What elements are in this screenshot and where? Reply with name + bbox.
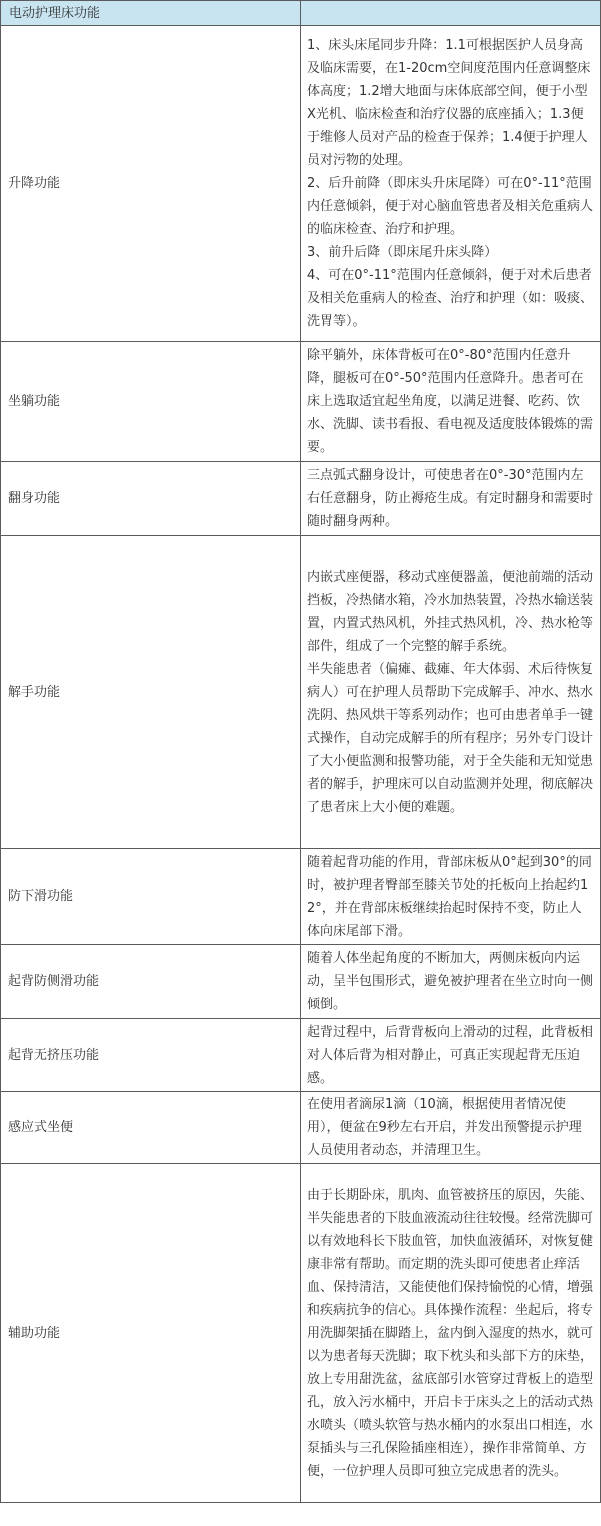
description-paragraph: 4、可在0°-11°范围内任意倾斜，便于对术后患者及相关危重病人的检查、治疗和护理（如：吸痰、洗胃等）。 [307,268,594,329]
feature-description [301,26,601,342]
table-row [1,462,601,536]
feature-name: 防下滑功能 [1,849,301,945]
table-row [1,536,601,849]
description-paragraph: 半失能患者（偏瘫、截瘫、年大体弱、术后待恢复病人）可在护理人员帮助下完成解手、冲水、热水洗阴、热风烘干等系列动作；也可由患者单手一键式操作，自动完成解手的所有程序；另外专门设计了大小便监测和报警功能，对于全失能和无知觉患者的解手，护理床可以自动监测并处理，彻底解决了患者床上大小便的难题。 [307,661,594,815]
table-row [1,849,601,945]
feature-description [301,1164,601,1503]
header-cell-feature: 电动护理床功能 [1,1,301,26]
description-paragraph: 随着人体坐起角度的不断加大，两侧床板向内运动，呈半包围形式，避免被护理者在坐立时向一侧倾倒。 [307,951,594,1012]
table-header-row [1,1,601,26]
feature-name: 解手功能 [1,536,301,849]
table-row [1,1092,601,1164]
feature-description [301,462,601,536]
feature-description [301,945,601,1019]
description-paragraph: 除平躺外，床体背板可在0°-80°范围内任意升降，腿板可在0°-50°范围内任意降升。患者可在床上选取适宜起坐角度，以满足进餐、吃药、饮水、洗脚、读书看报、看电视及适度肢体锻炼的需要。 [307,348,594,455]
description-paragraph: 内嵌式座便器，移动式座便器盖，便池前端的活动挡板，冷热储水箱，冷水加热装置，冷热水输送装置，内置式热风机，外挂式热风机，冷、热水枪等部件，组成了一个完整的解手系统。 [307,569,594,654]
description-paragraph: 三点弧式翻身设计，可使患者在0°-30°范围内左右任意翻身，防止褥疮生成。有定时翻身和需要时随时翻身两种。 [307,468,594,529]
feature-name: 起背防侧滑功能 [1,945,301,1019]
table-row [1,26,601,342]
table-row [1,1164,601,1503]
table-row [1,342,601,462]
feature-name: 辅助功能 [1,1164,301,1503]
description-paragraph: 1、床头床尾同步升降：1.1可根据医护人员身高及临床需要，在1-20cm空间度范围内任意调整床体高度；1.2增大地面与床体底部空间，便于小型X光机、临床检查和治疗仪器的底座插入；1.3便于维修人员对产品的检查于保养；1.4便于护理人员对污物的处理。 [307,38,591,168]
feature-description [301,342,601,462]
feature-description [301,1092,601,1164]
description-paragraph: 起背过程中，后背背板向上滑动的过程，此背板相对人体后背为相对静止，可真正实现起背无压迫感。 [307,1024,594,1086]
description-paragraph: 在使用者滴尿1滴（10滴，根据使用者情况使用），便盆在9秒左右开启，并发出预警提示护理人员使用者动态，并清理卫生。 [307,1097,582,1158]
feature-name: 翻身功能 [1,462,301,536]
feature-description [301,1019,601,1092]
table-row [1,1019,601,1092]
description-paragraph: 随着起背功能的作用，背部床板从0°起到30°的同时，被护理者臀部至膝关节处的托板向上抬起约12°，并在背部床板继续抬起时保持不变，防止人体向床尾部下滑。 [307,854,592,939]
feature-name: 坐躺功能 [1,342,301,462]
feature-description [301,536,601,849]
feature-description [301,849,601,945]
description-paragraph: 3、前升后降（即床尾升床头降） [307,245,498,260]
description-paragraph: 由于长期卧床，肌肉、血管被挤压的原因，失能、半失能患者的下肢血液流动往往较慢。经常洗脚可以有效地科长下肢血管，加快血液循环，对恢复健康非常有帮助。而定期的洗头即可使患者止痒活血、保持清洁，又能使他们保持愉悦的心情，增强和疾病抗争的信心。具体操作流程：坐起后，将专用洗脚架插在脚踏上，盆内倒入湿度的热水，就可以为患者每天洗脚；取下枕头和头部下方的床垫，放上专用甜洗盆，盆底部引水管穿过背板上的造型孔，放入污水桶中，开启卡于床头之上的活动式热水喷头（喷头软管与热水桶内的水泵出口相连，水泵插头与三孔保险插座相连），操作非常简单、方便，一位护理人员即可独立完成患者的洗头。 [307,1187,594,1479]
feature-name: 升降功能 [1,26,301,342]
feature-name: 起背无挤压功能 [1,1019,301,1092]
feature-name: 感应式坐便 [1,1092,301,1164]
description-paragraph: 2、后升前降（即床头升床尾降）可在0°-11°范围内任意倾斜，便于对心脑血管患者及相关危重病人的临床检查、治疗和护理。 [307,176,594,237]
table-row [1,945,601,1019]
header-cell-description [301,1,601,26]
